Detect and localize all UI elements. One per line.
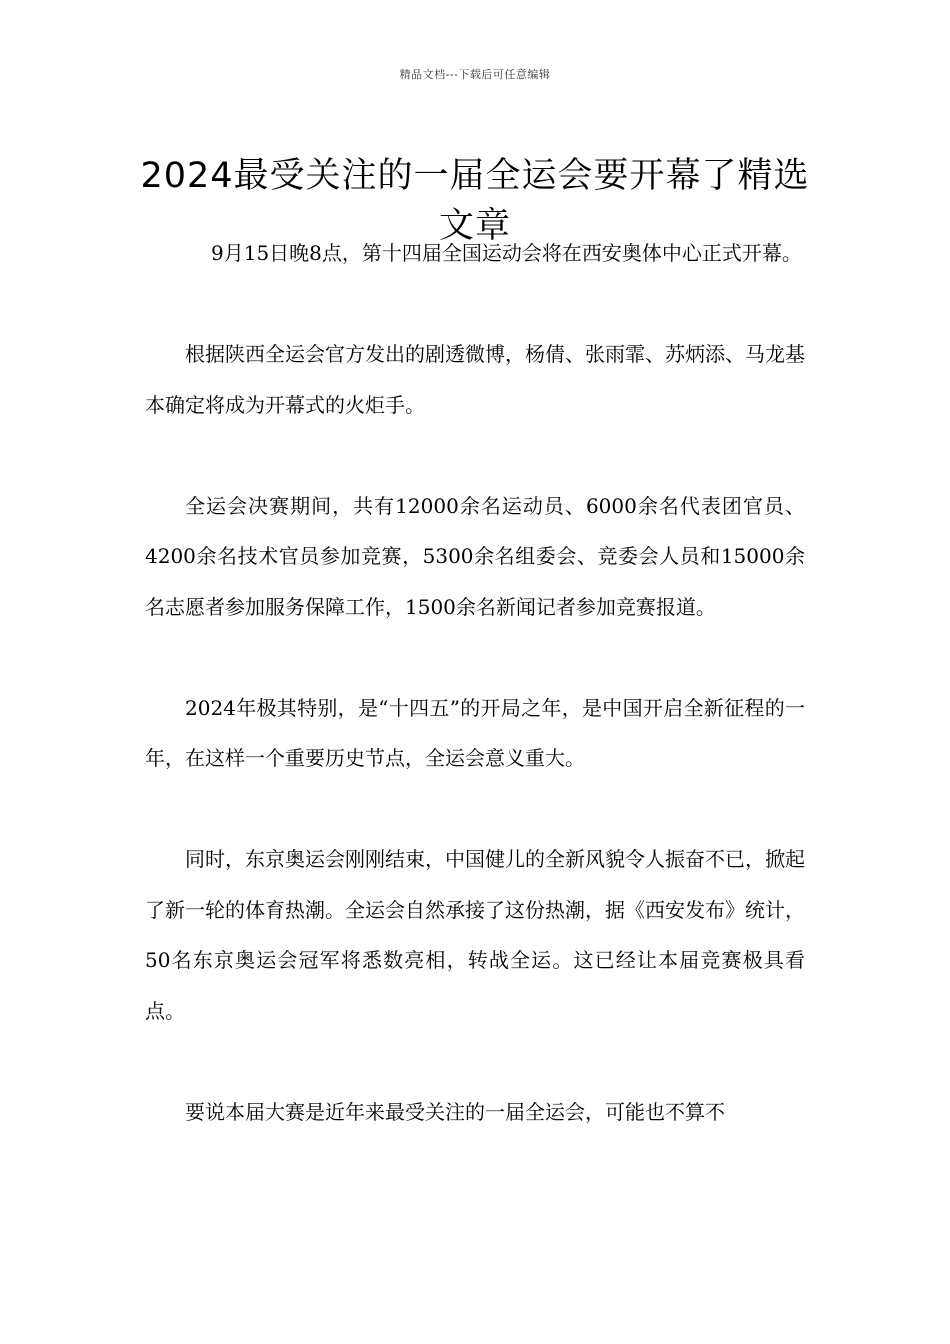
document-title: 2024最受关注的一届全运会要开幕了精选文章 [140, 156, 810, 247]
paragraph: 同时，东京奥运会刚刚结束，中国健儿的全新风貌令人振奋不已，掀起了新一轮的体育热潮。全运会自然承接了这份热潮，据《西安发布》统计，50名东京奥运会冠军将悉数亮相，转战全运。这已经让本届竞赛极具看点。 [145, 847, 805, 1023]
header-note: 精品文档---下载后可任意编辑 [399, 68, 551, 81]
paragraph: 2024年极其特别，是“十四五”的开局之年，是中国开启全新征程的一年，在这样一个重要历史节点，全运会意义重大。 [145, 695, 805, 770]
paragraph: 9月15日晚8点，第十四届全国运动会将在西安奥体中心正式开幕。 [211, 241, 802, 265]
document-body [145, 228, 805, 1188]
paragraph: 全运会决赛期间，共有12000余名运动员、6000余名代表团官员、4200余名技术官员参加竞赛，5300余名组委会、竞委会人员和15000余名志愿者参加服务保障工作，1500余名新闻记者参加竞赛报道。 [145, 493, 805, 619]
paragraph: 要说本届大赛是近年来最受关注的一届全运会，可能也不算不 [185, 1099, 725, 1124]
paragraph: 根据陕西全运会官方发出的剧透微博，杨倩、张雨霏、苏炳添、马龙基本确定将成为开幕式的火炬手。 [145, 342, 805, 417]
